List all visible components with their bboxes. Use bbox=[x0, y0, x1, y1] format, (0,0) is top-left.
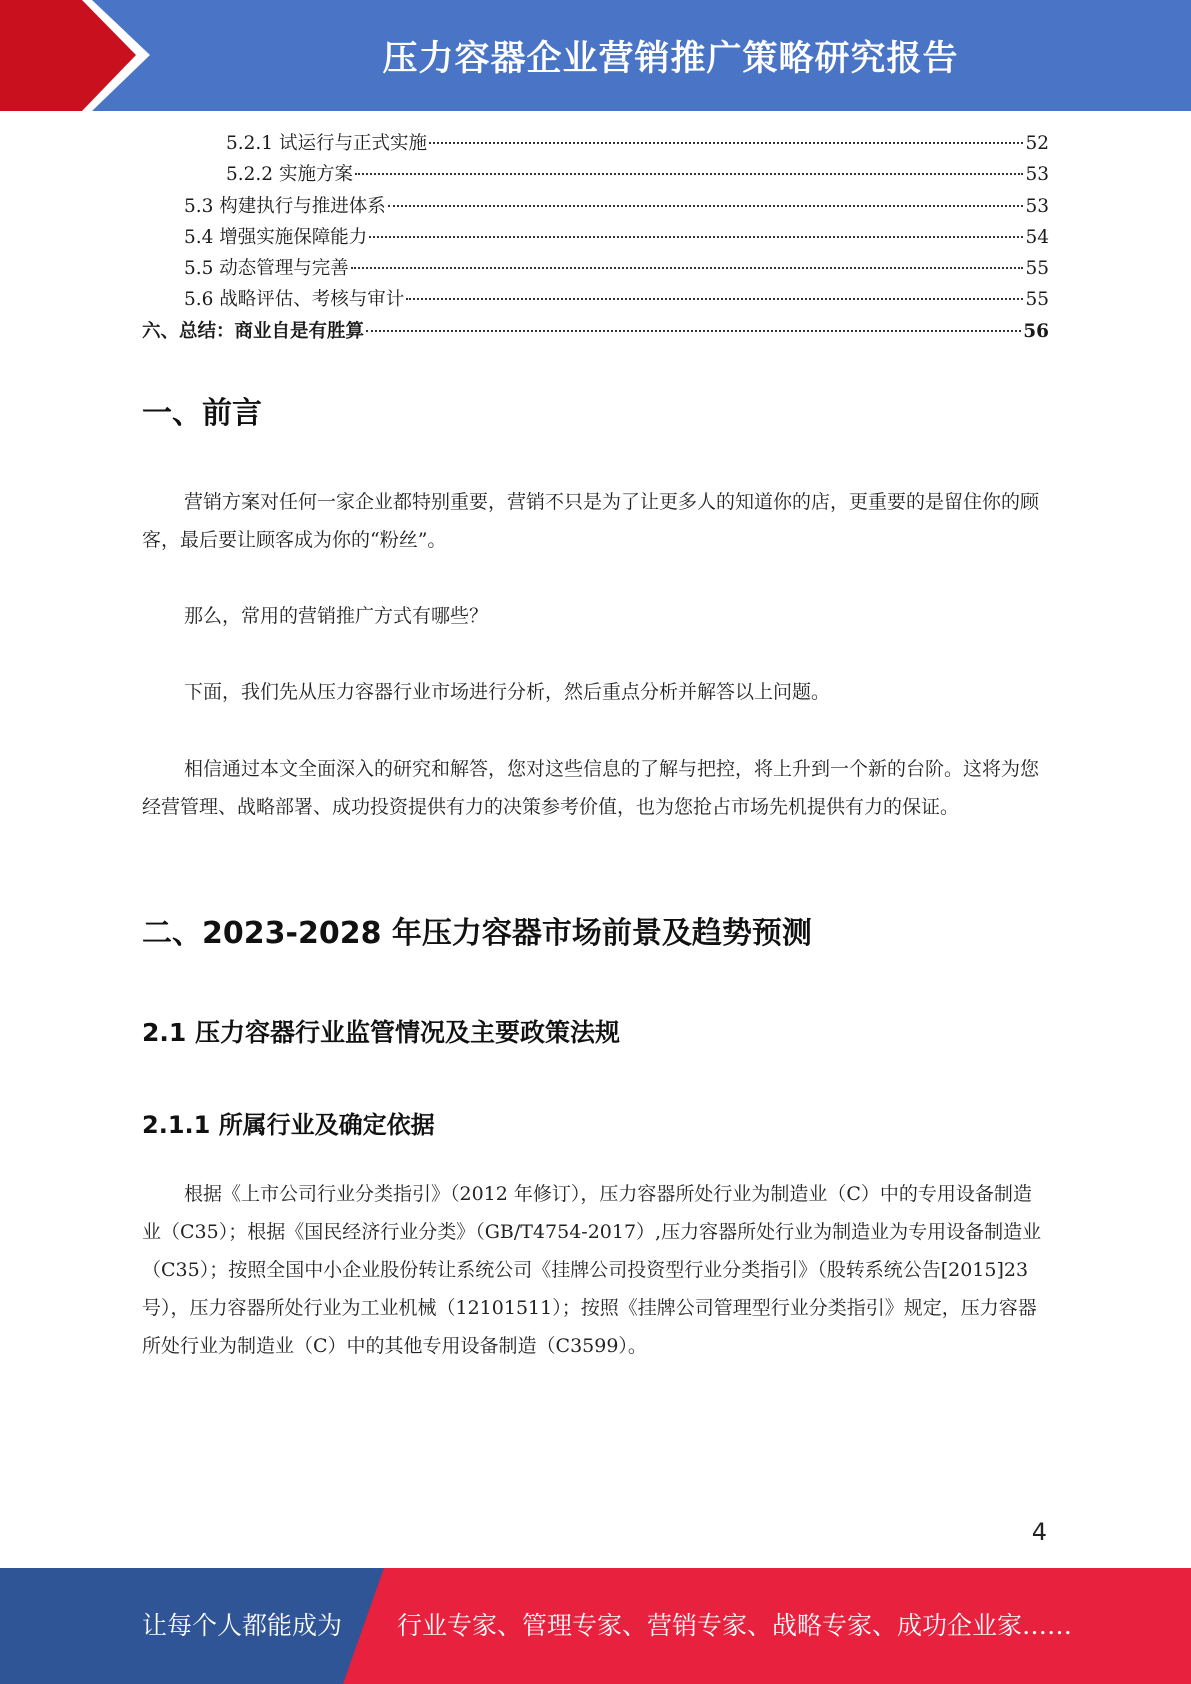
toc-entry-page: 55 bbox=[1025, 289, 1049, 311]
toc-entry-label: 5.4 增强实施保障能力 bbox=[184, 226, 368, 248]
footer-slogan-left: 让每个人都能成为 bbox=[142, 1611, 343, 1640]
paragraph: 下面，我们先从压力容器行业市场进行分析，然后重点分析并解答以上问题。 bbox=[184, 681, 831, 703]
toc-leader bbox=[369, 236, 1023, 238]
toc-leader bbox=[351, 267, 1024, 269]
toc-entry-label: 5.2.1 试运行与正式实施 bbox=[226, 133, 427, 154]
toc-entry[interactable] bbox=[142, 284, 1049, 315]
header-title: 压力容器企业营销推广策略研究报告 bbox=[382, 38, 959, 79]
toc-entry-label: 5.3 构建执行与推进体系 bbox=[184, 195, 386, 217]
paragraph: 那么，常用的营销推广方式有哪些？ bbox=[184, 605, 489, 627]
toc-leader bbox=[355, 173, 1024, 175]
toc-leader bbox=[406, 298, 1023, 300]
subsubsection-title: 2.1.1 所属行业及确定依据 bbox=[142, 1111, 435, 1139]
subsection-title: 2.1 压力容器行业监管情况及主要政策法规 bbox=[142, 1018, 620, 1047]
section-title-market: 二、2023-2028 年压力容器市场前景及趋势预测 bbox=[142, 916, 812, 951]
page-footer bbox=[0, 1568, 1191, 1684]
toc-leader bbox=[429, 142, 1023, 144]
toc-entry[interactable] bbox=[142, 191, 1049, 222]
page-header bbox=[0, 0, 1191, 111]
toc-entry[interactable] bbox=[142, 253, 1049, 284]
section-title-preface: 一、前言 bbox=[142, 396, 262, 431]
toc-entry[interactable] bbox=[142, 159, 1049, 190]
footer-slogan-right: 行业专家、管理专家、营销专家、战略专家、成功企业家…… bbox=[397, 1611, 1073, 1640]
toc-entry-page: 53 bbox=[1025, 164, 1049, 186]
toc-entry-page: 53 bbox=[1025, 195, 1049, 217]
paragraph: 根据《上市公司行业分类指引》（2012 年修订），压力容器所处行业为制造业（C）中的专用设备制造业（C35）；根据《国民经济行业分类》（GB/T4754-2017）,压力容器所处行业为制造业为专用设备制造业（C35）；按照全国中小企业股份转让系统公司《挂牌公司投资型行业分类指引》（股转系统公告[2015]23 号），压力容器所处行业为工业机械（12101511）；按照《挂牌公司管理型行业分类指引》规定，压力容器所处行业为制造业（C）中的其他专用设备制造（C3599）。 bbox=[142, 1183, 1042, 1357]
toc-leader bbox=[366, 330, 1021, 332]
toc-entry-page: 54 bbox=[1025, 226, 1049, 248]
toc-entry[interactable] bbox=[142, 316, 1049, 347]
toc-entry-page: 52 bbox=[1025, 133, 1049, 154]
toc-entry-label: 六、总结：商业自是有胜算 bbox=[142, 320, 365, 342]
toc-entry[interactable] bbox=[142, 128, 1049, 159]
toc-entry-label: 5.5 动态管理与完善 bbox=[184, 258, 349, 280]
toc-entry-label: 5.6 战略评估、考核与审计 bbox=[184, 289, 405, 311]
page-number: 4 bbox=[1031, 1518, 1047, 1546]
toc-leader bbox=[388, 205, 1024, 207]
toc-entry[interactable] bbox=[142, 222, 1049, 253]
paragraph: 营销方案对任何一家企业都特别重要，营销不只是为了让更多人的知道你的店，更重要的是留住你的顾客，最后要让顾客成为你的“粉丝”。 bbox=[142, 491, 1040, 551]
toc-entry-label: 5.2.2 实施方案 bbox=[226, 164, 353, 186]
paragraph: 相信通过本文全面深入的研究和解答，您对这些信息的了解与把控，将上升到一个新的台阶。这将为您经营管理、战略部署、成功投资提供有力的决策参考价值，也为您抢占市场先机提供有力的保证。 bbox=[142, 758, 1040, 818]
table-of-contents bbox=[142, 128, 1049, 347]
toc-entry-page: 55 bbox=[1025, 258, 1049, 280]
toc-entry-page: 56 bbox=[1023, 320, 1049, 342]
